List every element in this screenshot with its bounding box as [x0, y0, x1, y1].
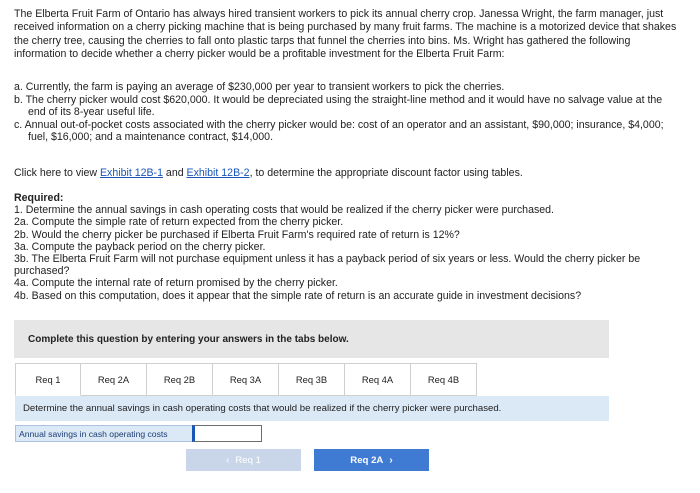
required-item-3a: 3a. Compute the payback period on the cherry picker. — [14, 240, 266, 253]
required-item-3b: 3b. The Elberta Fruit Farm will not purchase equipment unless it has a payback period of six years or less. Would the cherry picker be purchased? — [14, 253, 641, 278]
scenario-item-b: b. The cherry picker would cost $620,000. It would be depreciated using the straight-line method and it would have no salvage value at the end of its 8-year useful life. — [14, 93, 663, 119]
required-item-4a: 4a. Compute the internal rate of return promised by the cherry picker. — [14, 277, 338, 290]
scenario-list — [14, 81, 682, 144]
answer-label: Annual savings in cash operating costs — [15, 425, 192, 442]
annual-savings-input[interactable] — [192, 425, 262, 442]
required-item-2b: 2b. Would the cherry picker be purchased if Elberta Fruit Farm's required rate of return is 12%? — [14, 228, 460, 241]
tab-req-2b[interactable]: Req 2B — [147, 363, 213, 396]
exhibit-prefix: Click here to view — [14, 167, 100, 179]
tab-req-3b[interactable]: Req 3B — [279, 363, 345, 396]
exhibit-line — [14, 167, 682, 180]
required-item-4b: 4b. Based on this computation, does it appear that the simple rate of return is an accurate guide in investment decisions? — [14, 289, 582, 302]
tab-req-4a[interactable]: Req 4A — [345, 363, 411, 396]
intro-paragraph: The Elberta Fruit Farm of Ontario has always hired transient workers to pick its annual cherry crop. Janessa Wright, the farm manager, just received information on a cherry picking machine that is being purchased by many fruit farms. The machine is a motorized device that shakes the cherry tree, causing the cherries to fall onto plastic tarps that funnel the cherries into bins. Ms. Wright has gathered the following information to decide whether a cherry picker would be a profitable investment for the Elberta Fruit Farm: — [14, 8, 677, 61]
required-item-1: 1. Determine the annual savings in cash operating costs that would be realized if the cherry picker were purchased. — [14, 204, 554, 217]
tab-req-3a[interactable]: Req 3A — [213, 363, 279, 396]
answer-row — [15, 425, 262, 442]
exhibit-and: and — [162, 167, 187, 179]
tab-req-2a[interactable]: Req 2A — [81, 363, 147, 396]
next-req-button[interactable] — [314, 449, 429, 471]
required-title: Required: — [14, 192, 64, 204]
chevron-left-icon: ‹ — [226, 454, 230, 466]
next-req-label: Req 2A — [350, 454, 384, 466]
chevron-right-icon: › — [389, 454, 393, 466]
tab-req-4b[interactable]: Req 4B — [411, 363, 477, 396]
scenario-item-a: a. Currently, the farm is paying an average of $230,000 per year to transient workers to pick the cherries. — [14, 81, 505, 93]
exhibit-suffix: , to determine the appropriate discount factor using tables. — [249, 167, 523, 179]
prev-req-label: Req 1 — [235, 454, 261, 466]
exhibit-12b-1-link[interactable]: Exhibit 12B-1 — [99, 167, 163, 179]
requirement-tabs — [15, 363, 477, 396]
exhibit-12b-2-link[interactable]: Exhibit 12B-2 — [186, 167, 250, 179]
scenario-item-c: c. Annual out-of-pocket costs associated with the cherry picker would be: cost of an operator and an assistant, $90,000; insurance, $4,000; fuel, $16,000; and a maintenance contract, $14,000. — [14, 118, 664, 144]
tab-panel-prompt: Determine the annual savings in cash operating costs that would be realized if the cherry picker were purchased. — [15, 396, 609, 421]
instruction-bar: Complete this question by entering your answers in the tabs below. — [14, 320, 609, 358]
required-section — [14, 192, 682, 302]
prev-req-button[interactable] — [186, 449, 301, 471]
tab-req-1[interactable]: Req 1 — [15, 363, 81, 396]
required-item-2a: 2a. Compute the simple rate of return expected from the cherry picker. — [14, 216, 344, 229]
